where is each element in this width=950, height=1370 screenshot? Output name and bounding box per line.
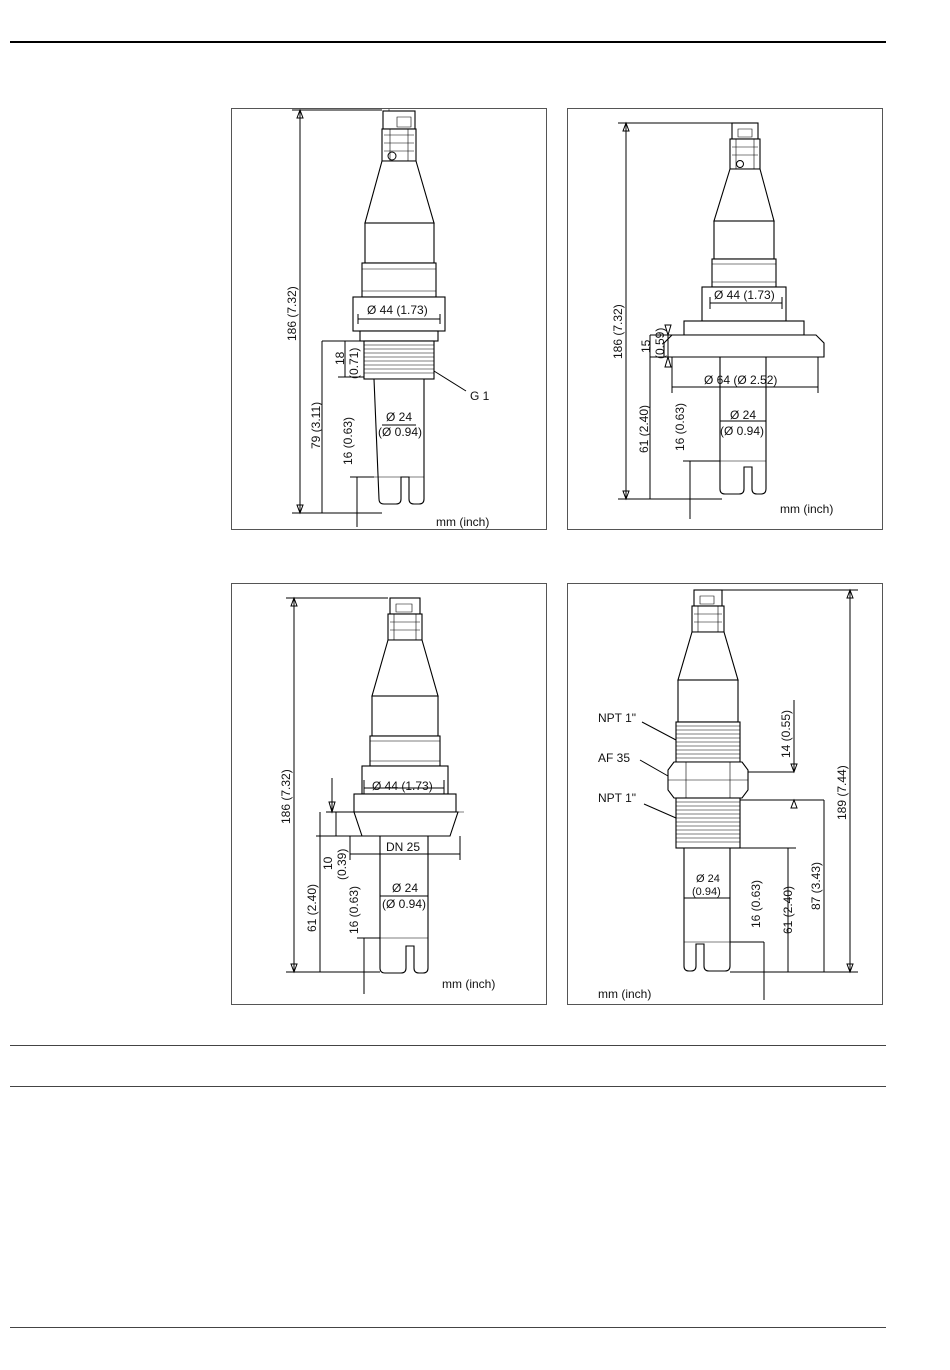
rod-diameter-inch-label: (Ø 0.94) — [382, 897, 427, 911]
units-label: mm (inch) — [442, 977, 496, 991]
rod-diameter-label: Ø 24 — [392, 881, 419, 895]
fork-probe — [684, 848, 730, 971]
divider-rule — [10, 1086, 886, 1087]
drawing-thread-g1 — [231, 108, 547, 530]
units-label: mm (inch) — [436, 515, 490, 529]
thread-height-inch-label: (0.71) — [347, 347, 361, 379]
fork-probe — [374, 379, 424, 504]
drawing-thread-npt — [567, 583, 883, 1005]
thread-g1 — [364, 341, 434, 379]
units-label: mm (inch) — [598, 987, 652, 1001]
rod-diameter-inch-label: (0.94) — [692, 886, 721, 898]
sensor-head — [388, 598, 422, 640]
thread-top-label: NPT 1" — [598, 711, 637, 725]
rod-diameter-label: Ø 24 — [730, 408, 757, 422]
height-label: 186 (7.32) — [611, 304, 625, 359]
fork-length-label: 16 (0.63) — [673, 402, 687, 451]
clamp-flange — [664, 335, 824, 357]
sensor-housing — [684, 169, 804, 335]
flange-diameter-label: Ø 64 (Ø 2.52) — [704, 373, 778, 387]
length-label: 79 (3.11) — [309, 401, 323, 449]
hex-label: AF 35 — [598, 751, 631, 765]
flange-height-inch-label: (0.59) — [653, 327, 667, 359]
top-rule — [10, 41, 886, 43]
flange-height-inch-label: (0.39) — [335, 848, 349, 880]
rod-diameter-inch-label: (Ø 0.94) — [378, 425, 423, 439]
units-label: mm (inch) — [780, 502, 834, 516]
fork-length-label: 16 (0.63) — [341, 416, 355, 465]
flange-dn25 — [348, 812, 464, 836]
thread-bottom-label: NPT 1" — [598, 791, 637, 805]
flange-height-label: 15 — [639, 339, 653, 353]
length-label: 61 (2.40) — [305, 883, 319, 932]
flange-size-label: DN 25 — [386, 840, 421, 854]
fork-length-label: 16 (0.63) — [749, 879, 763, 928]
divider-rule — [10, 1045, 886, 1046]
rod-diameter-label: Ø 24 — [696, 873, 720, 885]
thread-height-label: 18 — [333, 351, 347, 365]
rod-diameter-label: Ø 24 — [386, 410, 413, 424]
length-label: 61 (2.40) — [781, 885, 795, 934]
thread-label: G 1 — [470, 389, 490, 403]
drawing-flange-dn25 — [231, 583, 547, 1005]
flange-height-label: 10 — [321, 856, 335, 870]
height-label: 189 (7.44) — [835, 765, 849, 820]
diameter-label: Ø 44 (1.73) — [372, 779, 433, 793]
sensor-head — [730, 123, 760, 169]
height-label: 186 (7.32) — [279, 769, 293, 824]
diameter-label: Ø 44 (1.73) — [714, 288, 775, 302]
length-total-label: 87 (3.43) — [809, 861, 823, 910]
hex-af35 — [668, 762, 748, 798]
sensor-housing — [678, 632, 738, 722]
rod-diameter-inch-label: (Ø 0.94) — [720, 424, 765, 438]
drawing-clamp-flange — [567, 108, 883, 530]
thread-npt-top — [676, 722, 740, 762]
diameter-label: Ø 44 (1.73) — [367, 303, 428, 317]
height-label: 186 (7.32) — [285, 286, 299, 341]
thread-npt-bottom — [676, 798, 740, 848]
bottom-rule — [10, 1327, 886, 1328]
thread-length-label: 14 (0.55) — [779, 709, 793, 758]
fork-length-label: 16 (0.63) — [347, 885, 361, 934]
length-label: 61 (2.40) — [637, 404, 651, 453]
sensor-head — [382, 109, 416, 161]
sensor-head — [692, 590, 724, 632]
